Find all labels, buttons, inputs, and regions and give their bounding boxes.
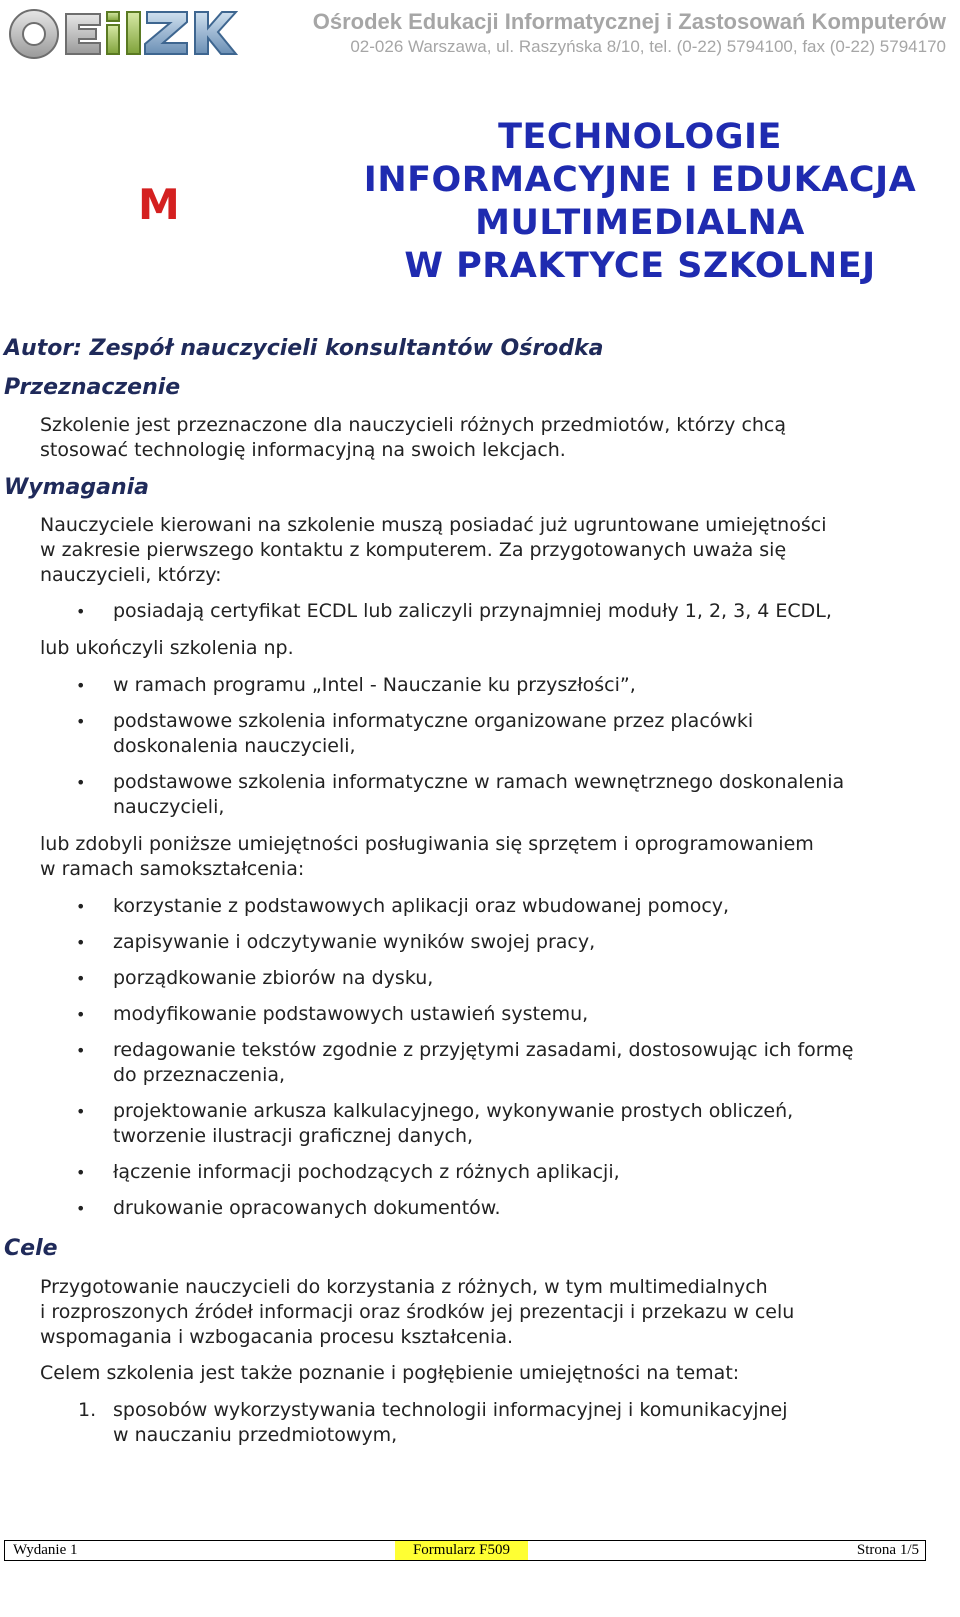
list-item-text: drukowanie opracowanych dokumentów. <box>113 1197 501 1219</box>
list-item-text: korzystanie z podstawowych aplikacji oraz wbudowanej pomocy, <box>113 895 730 917</box>
text-line: i rozproszonych źródeł informacji oraz środków jej prezentacji i przekazu w celu <box>40 1301 795 1323</box>
list-item-text: projektowanie arkusza kalkulacyjnego, wykonywanie prostych obliczeń, <box>113 1100 794 1122</box>
list-item <box>40 1002 920 1027</box>
bullet-icon: • <box>76 1163 86 1182</box>
course-title <box>330 116 950 288</box>
bullet-icon: • <box>76 969 86 988</box>
list-item <box>40 894 920 919</box>
text-line: w zakresie pierwszego kontaktu z komputerem. Za przygotowanych uważa się <box>40 539 787 561</box>
list-item-text: do przeznaczenia, <box>113 1064 286 1086</box>
wymagania-connector-2 <box>40 832 920 882</box>
list-item <box>40 709 920 759</box>
requirements-list-skills <box>40 894 920 1221</box>
bullet-icon: • <box>76 933 86 952</box>
list-item <box>40 770 920 820</box>
list-item <box>40 930 920 955</box>
page-header <box>0 0 960 72</box>
list-item-text: modyfikowanie podstawowych ustawień systemu, <box>113 1003 589 1025</box>
list-item-text: posiadają certyfikat ECDL lub zaliczyli przynajmniej moduły 1, 2, 3, 4 ECDL, <box>113 600 832 622</box>
text-line: Celem szkolenia jest także poznanie i pogłębienie umiejętności na temat: <box>40 1362 740 1384</box>
author-line: Autor: Zespół nauczycieli konsultantów Ośrodka <box>4 336 604 361</box>
bullet-icon: • <box>76 602 86 621</box>
text-line: w ramach samokształcenia: <box>40 858 305 880</box>
bullet-icon: • <box>76 1041 86 1060</box>
list-item <box>40 1196 920 1221</box>
requirements-list-certificates <box>40 599 920 624</box>
footer-page-number: Strona 1/5 <box>856 1542 919 1558</box>
cele-paragraph-2 <box>40 1361 920 1386</box>
przeznaczenie-text <box>40 413 920 463</box>
list-item-text: w ramach programu „Intel - Nauczanie ku przyszłości”, <box>113 674 636 696</box>
wymagania-intro <box>40 513 920 588</box>
organization-name: Ośrodek Edukacji Informatycznej i Zastosowań Komputerów <box>312 9 946 34</box>
section-heading-cele: Cele <box>4 1236 58 1261</box>
wymagania-connector-1 <box>40 636 920 661</box>
bullet-icon: • <box>76 773 86 792</box>
organization-address: 02-026 Warszawa, ul. Raszyńska 8/10, tel. (0-22) 5794100, fax (0-22) 5794170 <box>350 37 946 56</box>
course-title-line: MULTIMEDIALNA <box>475 203 805 243</box>
footer-edition: Wydanie 1 <box>13 1542 78 1558</box>
bullet-icon: • <box>76 897 86 916</box>
list-item <box>40 1099 920 1149</box>
list-item-text: redagowanie tekstów zgodnie z przyjętymi zasadami, dostosowując ich formę <box>113 1039 854 1061</box>
bullet-icon: • <box>76 1102 86 1121</box>
course-title-line: INFORMACYJNE I EDUKACJA <box>363 160 917 200</box>
list-item <box>40 673 920 698</box>
text-line: Nauczyciele kierowani na szkolenie muszą posiadać już ugruntowane umiejętności <box>40 514 827 536</box>
requirements-list-trainings <box>40 673 920 820</box>
list-item-text: tworzenie ilustracji graficznej danych, <box>113 1125 474 1147</box>
section-heading-wymagania: Wymagania <box>4 475 150 500</box>
text-line: wspomagania i wzbogacania procesu kształcenia. <box>40 1326 513 1348</box>
bullet-icon: • <box>76 712 86 731</box>
footer-form-number: Formularz F509 <box>395 1541 528 1560</box>
list-item-text: sposobów wykorzystywania technologii informacyjnej i komunikacyjnej <box>113 1399 788 1421</box>
text-line: nauczycieli, którzy: <box>40 564 222 586</box>
list-item <box>40 1160 920 1185</box>
goals-numbered-list <box>40 1398 920 1448</box>
section-heading-przeznaczenie: Przeznaczenie <box>4 375 181 400</box>
text-line: Przygotowanie nauczycieli do korzystania z różnych, w tym multimedialnych <box>40 1276 768 1298</box>
text-line: Szkolenie jest przeznaczone dla nauczycieli różnych przedmiotów, którzy chcą <box>40 414 787 436</box>
text-line: lub ukończyli szkolenia np. <box>40 637 294 659</box>
bullet-icon: • <box>76 676 86 695</box>
list-item <box>40 1398 920 1448</box>
list-number: 1. <box>78 1399 97 1421</box>
list-item-text: doskonalenia nauczycieli, <box>113 735 356 757</box>
list-item-text: zapisywanie i odczytywanie wyników swojej pracy, <box>113 931 596 953</box>
text-line: lub zdobyli poniższe umiejętności posługiwania się sprzętem i oprogramowaniem <box>40 833 814 855</box>
course-title-line: TECHNOLOGIE <box>498 117 782 157</box>
text-line: stosować technologię informacyjną na swoich lekcjach. <box>40 439 566 461</box>
list-item <box>40 599 920 624</box>
list-item-text: nauczycieli, <box>113 796 225 818</box>
list-item-text: łączenie informacji pochodzących z różnych aplikacji, <box>113 1161 620 1183</box>
bullet-icon: • <box>76 1005 86 1024</box>
cele-paragraph-1 <box>40 1275 920 1350</box>
list-item-text: porządkowanie zbiorów na dysku, <box>113 967 434 989</box>
oeiizk-logo <box>6 4 238 64</box>
list-item-text: podstawowe szkolenia informatyczne organizowane przez placówki <box>113 710 754 732</box>
list-item-text: podstawowe szkolenia informatyczne w ramach wewnętrznego doskonalenia <box>113 771 845 793</box>
page-footer <box>4 1540 926 1561</box>
course-title-line: W PRAKTYCE SZKOLNEJ <box>404 246 876 286</box>
list-item <box>40 1038 920 1088</box>
bullet-icon: • <box>76 1199 86 1218</box>
list-item-text: w nauczaniu przedmiotowym, <box>113 1424 398 1446</box>
list-item <box>40 966 920 991</box>
module-badge-letter: M <box>138 180 180 229</box>
